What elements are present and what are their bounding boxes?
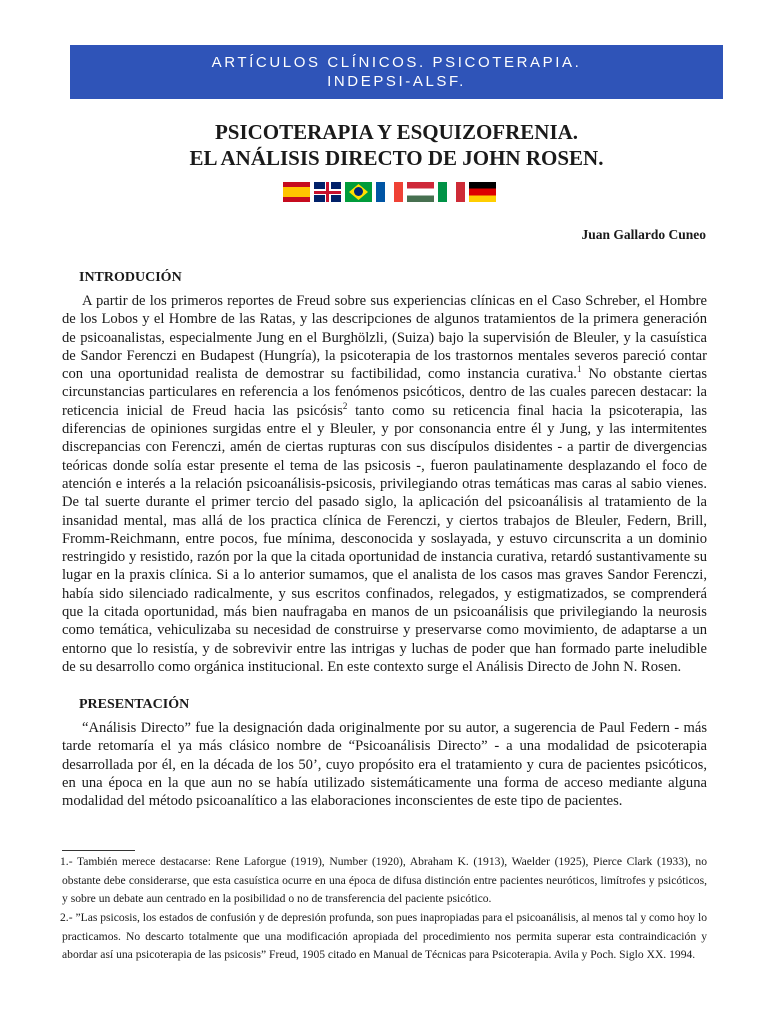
italy-flag-icon[interactable] (438, 182, 465, 202)
uk-flag-icon[interactable] (314, 182, 341, 202)
footnote-1: 1.- También merece destacarse: Rene Laforgue (1919), Number (1920), Abraham K. (1913), Waelder (1925), Pierce Clark (1933), no obstante debe considerarse, que esta casuística ocurre en una época de difusa distinción entre pacientes neuróticos, limítrofes y psicóticos, y sobre un debate aun centrado en la posibilidad o no de transferencia del paciente psicótico. (60, 855, 707, 906)
intro-paragraph (62, 292, 707, 676)
hungary-flag-icon[interactable] (407, 182, 434, 202)
presentacion-heading: PRESENTACIÓN (79, 697, 190, 712)
germany-flag-icon[interactable] (469, 182, 496, 202)
footnote-ref-1[interactable]: 1 (576, 364, 582, 375)
intro-text-part-2: No obstante ciertas circunstancias particulares en referencia a los fenómenos psicóticos, dentro de las cuales parecen destacar: la reticencia inicial de Freud hacia las psicósis (62, 366, 708, 419)
footnote-ref-2[interactable]: 2 (342, 400, 348, 411)
footnote-2: 2.- ”Las psicosis, los estados de confusión y de depresión profunda, son pues inapropiadas para el psicoanálisis, al menos tal y como hoy lo practicamos. No descarto totalmente que una modificación apropiada del procedimiento nos permita superar esta contraindicación y abordar así una psicoterapia de las psicosis” Freud, 1905 citado en Manual de Técnicas para Psicoterapia. Avila y Poch. Siglo XX. 1994. (60, 911, 707, 962)
presentacion-paragraph: “Análisis Directo” fue la designación dada originalmente por su autor, a sugerencia de Paul Federn - más tarde retomaría el ya más clásico nombre de “Psicoanálisis Directo” - a una modalidad de psicoterapia desarrollada por él, en la década de los 50’, cuyo propósito era el tratamiento y cura de pacientes psicóticos, en una época en la que aun no se había utilizado sistemáticamente una forma de acceso mediante alguna modalidad del método psicoanalítico a las elaboraciones inconscientes de este tipo de pacientes. (62, 720, 707, 810)
intro-text-part-3: tanto como su reticencia final hacia la psicoterapia, las diferencias de opiniones surgidas entre el y Bleuler, y por consonancia entre él y Jung, y las intermitentes discrepancias con Ferenczi, amén de ciertas rupturas con sus discípulos disidentes - a partir de divergencias teóricas donde solía estar presente el tema de las psicosis -, fueron paulatinamente desplazando el foco de atención e interés a la relación psicoanálisis-psicosis, privilegiando otras temáticas mas caras al sabio vienes. De tal suerte durante el primer tercio del pasado siglo, la aplicación del psicoanálisis al tratamiento de la insanidad mental, mas allá de los practica clínica de Ferenczi, y ciertos trabajos de Bleuler, Federn, Brill, Fromm-Reichmann, entre pocos, fue mínima, desconocida y soslayada, y estuvo circunscrita a un dominio restringido y resistido, razón por la que la citada oportunidad de instancia curativa, retardó sustantivamente su lugar en la praxis clínica. Si a lo anterior sumamos, que el analista de los casos mas graves Sandor Ferenczi, había sido silenciado radicalmente, y sus escritos confinados, relegados, y estigmatizados, se comprenderá que la citada oportunidad, más bien naufragaba en manos de un psicoanálisis que privilegiando la neurosis como temática, vehiculizaba su necesidad de construirse y preservarse como movimiento, de adaptarse a un entorno que lo resistía, y de sobrevivir entre las intrigas y luchas de poder que han formado parte ineludible de su desarrollo como orgánica institucional. En este contexto surge el Análisis Directo de John N. Rosen. (62, 402, 707, 675)
author-name: Juan Gallardo Cuneo (581, 227, 706, 242)
banner-line-1: ARTÍCULOS CLÍNICOS. PSICOTERAPIA. (211, 54, 582, 71)
header-banner (70, 45, 723, 99)
title-line-1: PSICOTERAPIA Y ESQUIZOFRENIA. (214, 120, 579, 144)
intro-heading: INTRODUCIÓN (79, 270, 182, 285)
brazil-flag-icon[interactable] (345, 182, 372, 202)
title-line-2: EL ANÁLISIS DIRECTO DE JOHN ROSEN. (189, 146, 604, 170)
spain-flag-icon[interactable] (283, 182, 310, 202)
language-flags (283, 182, 496, 202)
france-flag-icon[interactable] (376, 182, 403, 202)
banner-line-2: INDEPSI-ALSF. (327, 73, 466, 90)
intro-text-part-1: A partir de los primeros reportes de Freud sobre sus experiencias clínicas en el Caso Schreber, el Hombre de los Lobos y el Hombre de las Ratas, y las descripciones de algunos tratamientos de la primera generación de psicoanalistas, especialmente Jung en el Burghölzli, (Suiza) bajo la supervisión de Bleuler, y la casuística de Sandor Ferenczi en Budapest (Hungría), la psicoterapia de los trastornos mentales severos pareció contar con una oportunidad realista de demostrar su factibilidad, como instancia curativa. (62, 293, 707, 383)
footnote-divider (62, 850, 135, 851)
article-title (60, 119, 733, 171)
